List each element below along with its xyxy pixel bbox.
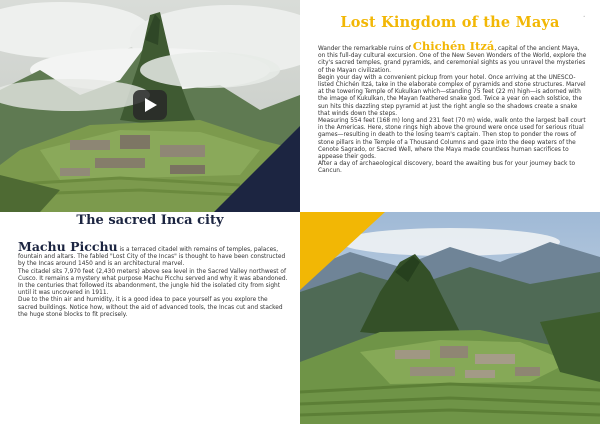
inca-highlight: Machu Picchu	[18, 239, 118, 254]
inca-article	[0, 212, 300, 424]
machu-picchu-video-thumbnail[interactable]	[0, 0, 300, 212]
maya-intro	[318, 39, 588, 75]
inca-intro-after: is a terraced citadel with remains of temples, palaces, fountain and altars. The fabled "Lost City of the Incas" is thought to have been constructed by the Incas around 1450 and is an architectural marvel.	[18, 247, 286, 268]
maya-paragraph: Measuring 554 feet (168 m) long and 231 feet (70 m) wide, walk onto the largest ball court in the Americas. Here, stone rings high above the ground were once used for serious ritual games—resulting in death to the losing team's captain. Then stop to ponder the rows of stone pillars in the Temple of a Thousand Columns and gaze into the deep waters of the Cenote Sagrado, or Sacred Well, where the Maya made countless human sacrifices to appease their gods.	[318, 118, 586, 161]
inca-paragraph: Due to the thin air and humidity, it is a good idea to pace yourself as you explore the sacred buildings. Notice how, without the aid of advanced tools, the Incas cut and stacked the huge stone blocks to fit precisely.	[18, 297, 283, 318]
play-icon	[145, 98, 157, 112]
maya-paragraph: Begin your day with a convenient pickup from your hotel. Once arriving at the UNESCO-listed Chichén Itzá, take in the elaborate complex of pyramids and stone structures. Marvel at the towering Temple of Kukulkan which—standing 75 feet (22 m) high—is adorned with the image of Kukulkan, the Mayan feathered snake god. Twice a year on each solstice, the sun hits this dazzling step pyramid at just the right angle so the shadows create a snake that winds down the steps.	[318, 74, 586, 117]
inca-title: The sacred Inca city	[76, 213, 224, 228]
machu-picchu-aerial-photo	[300, 212, 600, 424]
inca-paragraph: The citadel sits 7,970 feet (2,430 meters) above sea level in the Sacred Valley northwest of Cusco. It remains a mystery what purpose Machu Picchu served and why it was abandoned. In the centuries that followed its abandonment, the jungle hid the isolated city from sight until it was uncovered in 1911.	[18, 268, 288, 297]
page-marker: •	[583, 14, 586, 19]
maya-highlight: Chichén Itzá	[412, 39, 495, 53]
maya-paragraph: After a day of archaeological discovery, board the awaiting bus for your journey back to Cancun.	[318, 161, 576, 175]
machu-picchu-photo	[300, 212, 600, 424]
play-button[interactable]	[133, 90, 167, 120]
maya-article	[300, 0, 600, 212]
inca-body	[18, 239, 288, 319]
inca-intro	[18, 239, 288, 269]
maya-intro-after: , capital of the ancient Maya, on this full-day cultural excursion. One of the New Seven Wonders of the World, explore the city's sacred temples, grand pyramids, and ceremonial sights as you unravel the mysteries of the Mayan civilization.	[318, 46, 587, 74]
maya-body	[318, 39, 588, 176]
maya-title: Lost Kingdom of the Maya	[340, 14, 560, 31]
maya-intro-before: Wander the remarkable ruins of	[318, 46, 413, 52]
